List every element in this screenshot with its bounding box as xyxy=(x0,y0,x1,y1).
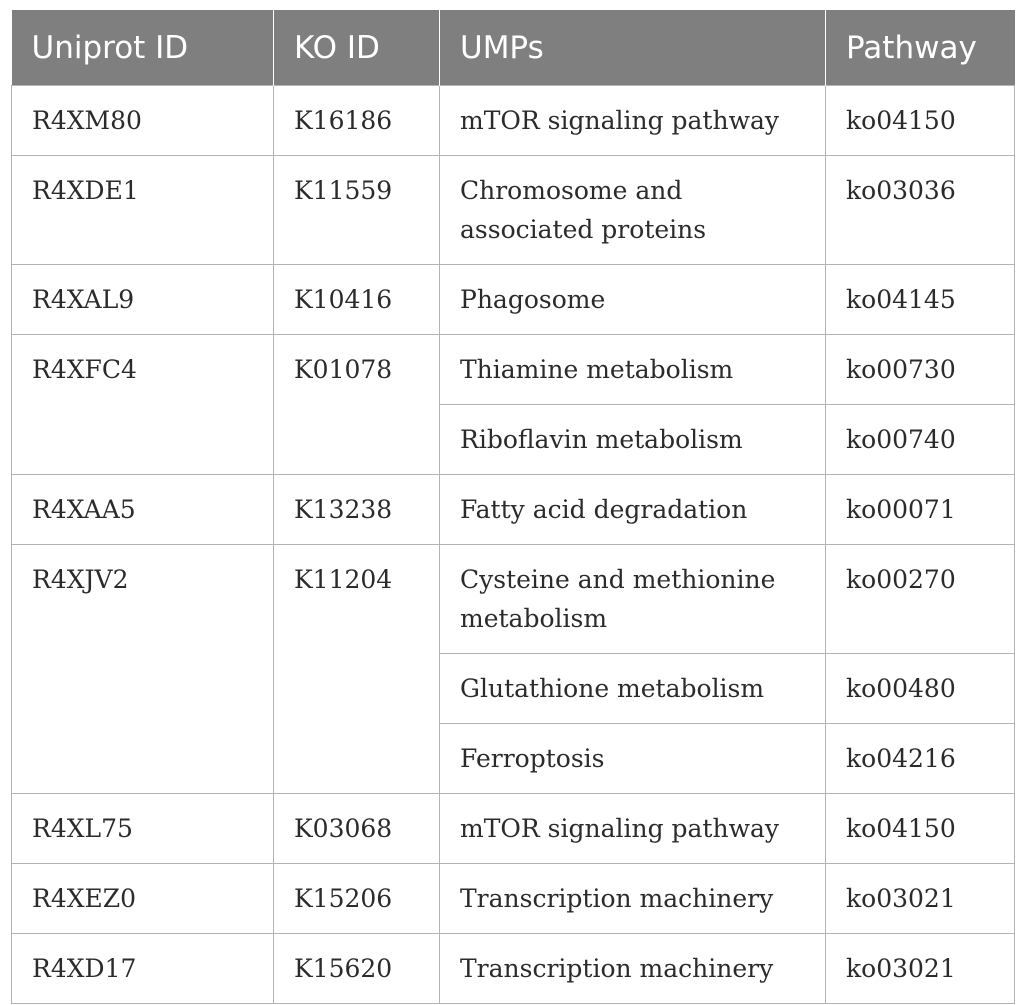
umps-cell: Cysteine and methionine metabolism xyxy=(440,545,826,654)
header-umps: UMPs xyxy=(440,10,826,86)
ko-cell: K11559 xyxy=(274,156,440,265)
pathway-cell: ko04150 xyxy=(826,86,1015,156)
table-row xyxy=(12,335,1015,405)
pathway-cell: ko00270 xyxy=(826,545,1015,654)
pathway-cell: ko00071 xyxy=(826,475,1015,545)
table-row xyxy=(12,265,1015,335)
ko-cell: K03068 xyxy=(274,794,440,864)
pathway-cell: ko04216 xyxy=(826,724,1015,794)
umps-cell: mTOR signaling pathway xyxy=(440,86,826,156)
ko-cell: K16186 xyxy=(274,86,440,156)
ko-cell: K01078 xyxy=(274,335,440,475)
ko-cell: K11204 xyxy=(274,545,440,794)
ko-cell: K13238 xyxy=(274,475,440,545)
umps-cell: Glutathione metabolism xyxy=(440,654,826,724)
pathway-cell: ko04150 xyxy=(826,794,1015,864)
table-row xyxy=(12,156,1015,265)
uniprot-cell: R4XD17 xyxy=(12,934,274,1004)
ko-cell: K15620 xyxy=(274,934,440,1004)
table-row xyxy=(12,86,1015,156)
pathway-cell: ko04145 xyxy=(826,265,1015,335)
table-body xyxy=(12,86,1015,1004)
uniprot-cell: R4XL75 xyxy=(12,794,274,864)
table-row xyxy=(12,864,1015,934)
pathway-cell: ko00730 xyxy=(826,335,1015,405)
pathway-cell: ko00480 xyxy=(826,654,1015,724)
table-row xyxy=(12,934,1015,1004)
pathway-cell: ko00740 xyxy=(826,405,1015,475)
pathway-cell: ko03021 xyxy=(826,934,1015,1004)
uniprot-cell: R4XAA5 xyxy=(12,475,274,545)
table-header xyxy=(12,10,1015,86)
header-uniprot-id: Uniprot ID xyxy=(12,10,274,86)
umps-cell: Transcription machinery xyxy=(440,934,826,1004)
header-row xyxy=(12,10,1015,86)
umps-cell: Ferroptosis xyxy=(440,724,826,794)
header-ko-id: KO ID xyxy=(274,10,440,86)
umps-cell: Riboflavin metabolism xyxy=(440,405,826,475)
uniprot-cell: R4XAL9 xyxy=(12,265,274,335)
table-row xyxy=(12,475,1015,545)
umps-cell: Transcription machinery xyxy=(440,864,826,934)
ko-cell: K10416 xyxy=(274,265,440,335)
uniprot-cell: R4XEZ0 xyxy=(12,864,274,934)
data-table xyxy=(11,10,1015,1004)
umps-cell: Fatty acid degradation xyxy=(440,475,826,545)
uniprot-cell: R4XJV2 xyxy=(12,545,274,794)
uniprot-cell: R4XM80 xyxy=(12,86,274,156)
pathway-cell: ko03021 xyxy=(826,864,1015,934)
umps-cell: Thiamine metabolism xyxy=(440,335,826,405)
ko-cell: K15206 xyxy=(274,864,440,934)
uniprot-cell: R4XFC4 xyxy=(12,335,274,475)
table-row xyxy=(12,545,1015,654)
pathway-cell: ko03036 xyxy=(826,156,1015,265)
header-pathway: Pathway xyxy=(826,10,1015,86)
uniprot-cell: R4XDE1 xyxy=(12,156,274,265)
umps-cell: Phagosome xyxy=(440,265,826,335)
umps-cell: mTOR signaling pathway xyxy=(440,794,826,864)
umps-cell: Chromosome and associated proteins xyxy=(440,156,826,265)
table-row xyxy=(12,794,1015,864)
